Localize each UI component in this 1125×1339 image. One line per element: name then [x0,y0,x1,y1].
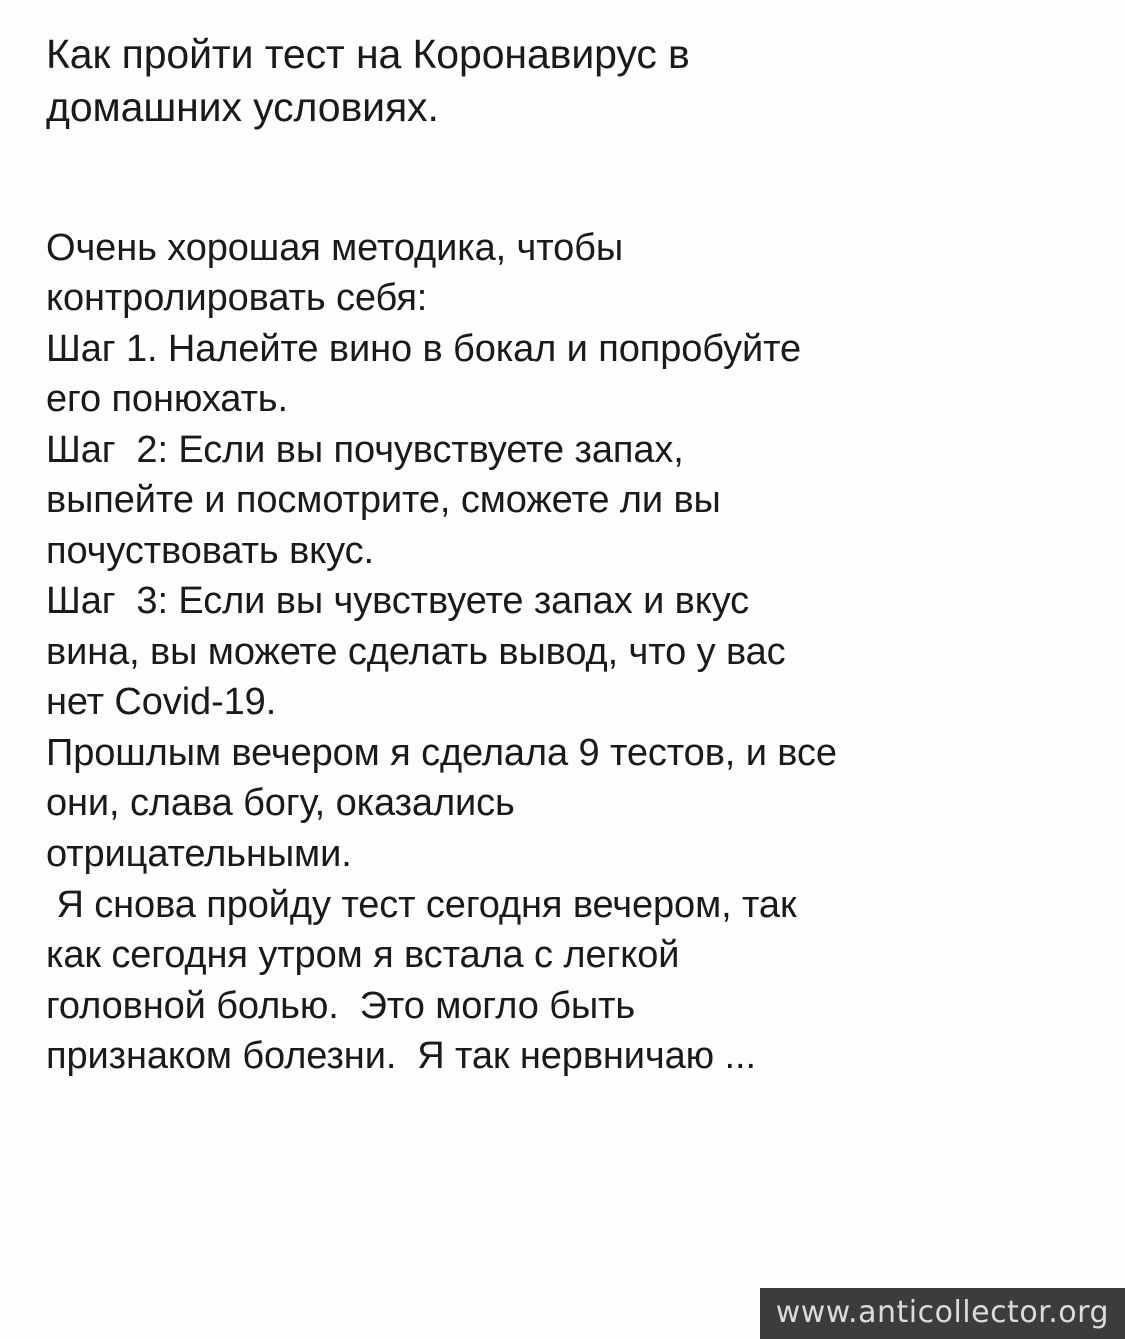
body-line: Прошлым вечером я сделала 9 тестов, и все [46,731,837,774]
body-line: контролировать себя: [46,277,428,320]
body-line: Шаг 2: Если вы почувствуете запах, [46,428,684,471]
body-line: признаком болезни. Я так нервничаю ... [46,1035,756,1078]
body-line: нет Covid-19. [46,681,277,724]
body-line: вина, вы можете сделать вывод, что у вас [46,630,786,673]
body-line: Шаг 3: Если вы чувствуете запах и вкус [46,580,750,623]
title-body-spacer [46,135,1085,223]
body-line: как сегодня утром я встала с легкой [46,934,680,977]
title-line: домашних условиях. [46,84,439,131]
document-body [46,223,1085,1082]
document-title [46,28,906,135]
body-line: Очень хорошая методика, чтобы [46,226,624,269]
watermark: www.anticollector.org [760,1288,1125,1339]
body-line: Шаг 1. Налейте вино в бокал и попробуйте [46,327,802,370]
title-line: Как пройти тест на Коронавирус в [46,31,690,77]
body-line: выпейте и посмотрите, сможете ли вы [46,479,721,522]
body-line: почуствовать вкус. [46,529,374,572]
body-line: Я снова пройду тест сегодня вечером, так [46,883,797,926]
body-line: его понюхать. [46,378,288,421]
body-line: головной болью. Это могло быть [46,984,636,1027]
body-line: отрицательными. [46,832,352,875]
body-line: они, слава богу, оказались [46,782,515,825]
